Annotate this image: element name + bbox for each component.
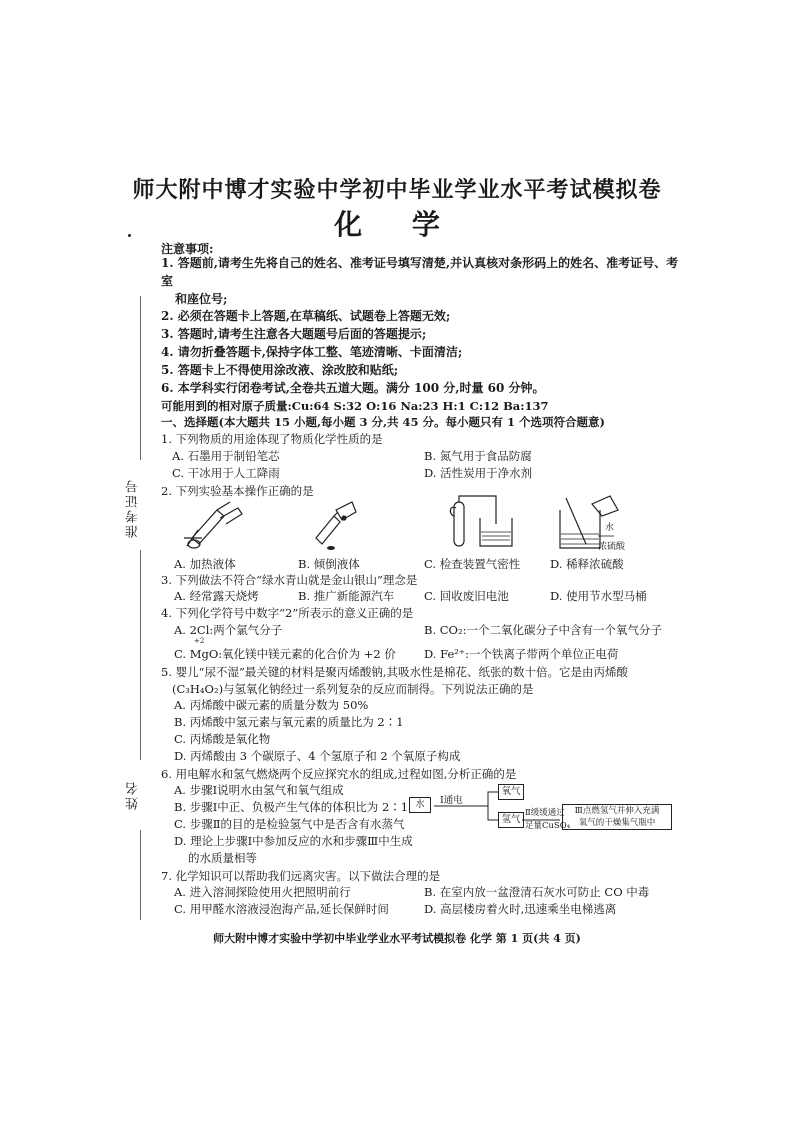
margin-dot <box>128 234 131 237</box>
q3-option-a: A. 经常露天烧烤 <box>174 589 259 603</box>
q7-option-c: C. 用甲醛水溶液浸泡海产品,延长保鲜时间 <box>174 902 389 916</box>
step2-label-2: 足量CuSO₄ <box>525 821 571 831</box>
q5-stem-line2: (C₃H₄O₂)与氢氧化钠经过一系列复杂的反应而制得。下列说法正确的是 <box>172 682 534 696</box>
notice-heading: 注意事项: <box>161 242 214 256</box>
q1-option-c: C. 干冰用于人工降雨 <box>172 466 280 480</box>
notice-item: 5. 答题卡上不得使用涂改液、涂改胶和贴纸; <box>161 362 399 377</box>
q2-label-water: 水 <box>605 523 615 533</box>
q7-option-d: D. 高层楼房着火时,迅速乘坐电梯逃离 <box>424 902 617 916</box>
atomic-masses: 可能用到的相对原子质量:Cu:64 S:32 O:16 Na:23 H:1 C:12 Ba:137 <box>161 399 549 413</box>
heating-liquid-illustration <box>172 498 252 553</box>
q7-option-a: A. 进入溶洞探险使用火把照明前行 <box>174 885 351 899</box>
side-divider <box>140 296 141 460</box>
q5-option-c: C. 丙烯酸是氧化物 <box>174 732 271 746</box>
q5-stem-line1: 5. 婴儿“尿不湿”最关键的材料是聚丙烯酸钠,其吸水性是棉花、纸张的数十倍。它是由丙烯酸 <box>161 665 629 679</box>
oxygen-box: 氧气 <box>498 784 524 800</box>
q5-option-d: D. 丙烯酸由 3 个碳原子、4 个氢原子和 2 个氧原子构成 <box>174 749 461 763</box>
q2-option-c: C. 检查装置气密性 <box>424 557 521 571</box>
step3-label-1: Ⅲ点燃氢气并伸入充满 <box>574 806 660 816</box>
notice-item: 6. 本学科实行闭卷考试,全卷共五道大题。满分 100 分,时量 60 分钟。 <box>161 380 545 395</box>
q6-option-d-line2: 的水质量相等 <box>188 851 257 865</box>
q6-option-a: A. 步骤Ⅰ说明水由氢气和氧气组成 <box>174 783 344 797</box>
step1-label: Ⅰ通电 <box>440 795 463 806</box>
q7-option-b: B. 在室内放一盆澄清石灰水可防止 CO 中毒 <box>424 885 650 899</box>
subject-title: 化 学 <box>334 208 460 241</box>
airtightness-check-illustration <box>440 494 520 554</box>
q5-option-b: B. 丙烯酸中氢元素与氧元素的质量比为 2∶1 <box>174 715 404 729</box>
notice-item: 和座位号; <box>175 291 228 306</box>
q2-label-acid: 浓硫酸 <box>598 542 626 552</box>
q4-option-b: B. CO₂:一个二氧化碳分子中含有一个氧气分子 <box>424 623 662 637</box>
step2-label-1: Ⅱ缓缓通过 <box>525 808 565 818</box>
q2-stem: 2. 下列实验基本操作正确的是 <box>161 484 314 498</box>
q4-option-d: D. Fe²⁺:一个铁离子带两个单位正电荷 <box>424 647 619 661</box>
q6-option-d-line1: D. 理论上步骤Ⅰ中参加反应的水和步骤Ⅲ中生成 <box>174 834 413 848</box>
q3-stem: 3. 下列做法不符合“绿水青山就是金山银山”理念是 <box>161 573 418 587</box>
q4-option-a: A. 2Cl:两个氯气分子 <box>174 623 283 637</box>
q4-stem: 4. 下列化学符号中数字“2”所表示的意义正确的是 <box>161 606 414 620</box>
notice-item: 2. 必须在答题卡上答题,在草稿纸、试题卷上答题无效; <box>161 309 451 324</box>
notice-item: 4. 请勿折叠答题卡,保持字体工整、笔迹清晰、卡面清洁; <box>161 344 463 359</box>
q1-option-b: B. 氮气用于食品防腐 <box>424 449 532 463</box>
q2-option-a: A. 加热液体 <box>174 557 236 571</box>
q4-option-c: C. MgO:氧化镁中镁元素的化合价为 +2 价 <box>174 647 396 661</box>
pouring-liquid-illustration <box>296 498 366 553</box>
q1-option-d: D. 活性炭用于净水剂 <box>424 466 533 480</box>
q6-option-b: B. 步骤Ⅰ中正、负极产生气体的体积比为 2∶1 <box>174 800 409 814</box>
q1-stem: 1. 下列物质的用途体现了物质化学性质的是 <box>161 432 383 446</box>
exam-title: 师大附中博才实验中学初中毕业学业水平考试模拟卷 <box>132 177 662 203</box>
q3-option-d: D. 使用节水型马桶 <box>550 589 647 603</box>
q2-option-d: D. 稀释浓硫酸 <box>550 557 624 571</box>
q6-option-c: C. 步骤Ⅱ的目的是检验氢气中是否含有水蒸气 <box>174 817 405 831</box>
notice-item: 1. 答题前,请考生先将自己的姓名、准考证号填写清楚,并认真核对条形码上的姓名、准考证号、考室 <box>161 256 679 288</box>
q7-stem: 7. 化学知识可以帮助我们远离灾害。以下做法合理的是 <box>161 869 441 883</box>
side-divider <box>140 550 141 760</box>
notice-list <box>161 255 681 397</box>
step3-label-2: 氧气的干燥集气瓶中 <box>578 818 656 828</box>
side-divider <box>140 830 141 920</box>
water-box: 水 <box>409 797 431 813</box>
section-heading: 一、选择题(本大题共 15 小题,每小题 3 分,共 45 分。每小题只有 1 个选项符合题意) <box>161 415 605 429</box>
page-footer: 师大附中博才实验中学初中毕业学业水平考试模拟卷 化学 第 1 页(共 4 页) <box>213 932 581 945</box>
q5-option-a: A. 丙烯酸中碳元素的质量分数为 50% <box>174 698 369 712</box>
name-label: 姓名 <box>126 780 141 810</box>
q1-option-a: A. 石墨用于制铅笔芯 <box>172 449 280 463</box>
q4-valence-mark: +2 <box>194 637 205 645</box>
q3-option-b: B. 推广新能源汽车 <box>298 589 395 603</box>
q3-option-c: C. 回收废旧电池 <box>424 589 509 603</box>
q6-stem: 6. 用电解水和氢气燃烧两个反应探究水的组成,过程如图,分析正确的是 <box>161 767 517 781</box>
exam-number-label: 准考证号 <box>126 478 141 538</box>
step3-box <box>562 804 672 830</box>
q2-option-b: B. 倾倒液体 <box>298 557 360 571</box>
notice-item: 3. 答题时,请考生注意各大题题号后面的答题提示; <box>161 327 427 342</box>
hydrogen-box: 氢气 <box>498 812 524 828</box>
